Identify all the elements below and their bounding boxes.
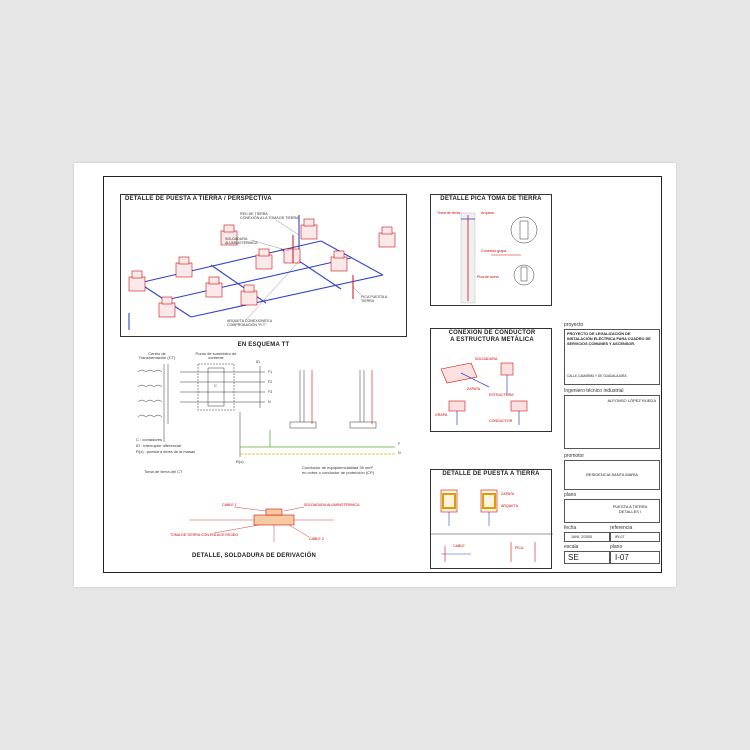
scheme-f-label: F	[398, 442, 401, 446]
perspective-title: DETALLE DE PUESTA A TIERRA / PERSPECTIVA	[125, 196, 272, 202]
pica-label-acero: Pica de acero	[477, 275, 499, 279]
tb-planno-head: plano	[610, 544, 623, 550]
scheme-supply-label: Punto de suministro de corriente	[195, 351, 237, 360]
tb-project-box	[564, 329, 660, 385]
tb-scale: SE	[568, 553, 579, 562]
perspective-label-pica: PICA PUESTA A TIERRA	[361, 295, 388, 303]
tt-scheme-title: EN ESQUEMA TT	[237, 342, 290, 348]
scheme-ct-label: Centro de Transformación (CT)	[138, 351, 176, 360]
weld-title: DETALLE, SOLDADURA DE DERIVACIÓN	[192, 553, 316, 559]
weld-label-cable1: CABLE 1	[222, 503, 237, 507]
sheet-frame	[103, 176, 662, 573]
title-block	[564, 322, 662, 574]
scheme-neutral: N	[268, 400, 271, 404]
tb-promoter-box	[564, 460, 660, 490]
scheme-ct-earth: Toma de tierra del CT	[144, 469, 183, 474]
perspective-label-red-tierra: RED DE TIERRA	[240, 212, 268, 216]
ground-label-arqueta: ARQUETA	[501, 504, 519, 508]
ground-title: DETALLE DE PUESTA A TIERRA	[442, 471, 540, 477]
tb-scale-head: escala	[564, 544, 579, 550]
scheme-legend-rpl: R(x) : puesta a tierra de la masas	[136, 449, 196, 454]
tb-ref-box	[610, 532, 660, 542]
tb-scale-box	[564, 551, 610, 564]
scheme-legend-c: C : contadores	[136, 437, 163, 442]
scheme-n-label: N	[398, 451, 401, 455]
weld-label-soldadura: SOLDADURA ALUMINOTÉRMICA	[304, 503, 360, 507]
pica-label-arqueta: Arqueta	[481, 211, 494, 215]
tb-engineer: ALFONSO LÓPEZ RUEDA	[607, 398, 656, 403]
scheme-phase-l2: F2	[268, 380, 273, 384]
tb-promoter: RESIDENCIA SANTA MARÍA	[586, 472, 638, 477]
tt-scheme-panel	[120, 342, 407, 502]
structure-label-soldadura: SOLDADURA	[475, 357, 498, 361]
perspective-label-arqueta: ARQUETA CONEXIONES A COMPROBACIÓN "R.T."	[227, 319, 272, 327]
scheme-legend-id: ID : interruptor diferencial	[136, 443, 181, 448]
tb-ref: IPL07	[615, 535, 625, 539]
tb-plan: PUESTA A TIERRA DETALLES I	[612, 504, 648, 514]
tb-planno-box	[610, 551, 660, 564]
ground-drawing	[431, 470, 553, 570]
pica-label-toma: Toma de tierra	[437, 211, 460, 215]
scheme-phase-l3: F3	[268, 390, 273, 394]
scheme-c-label: C	[214, 383, 217, 388]
weld-panel	[134, 487, 374, 569]
structure-label-estructura: ESTRUCTURA	[489, 393, 514, 397]
scheme-id-label: ID	[256, 359, 260, 364]
pica-title: DETALLE PICA TOMA DE TIERRA	[440, 196, 542, 202]
ground-label-cable: CABLE	[453, 544, 465, 548]
structure-panel	[430, 328, 552, 432]
tb-address: CALLE CAMARMA Y DE GUADALAJARA	[567, 374, 627, 378]
tb-project-head: proyecto	[564, 322, 584, 328]
structure-label-grapa: GRAPA	[435, 413, 448, 417]
perspective-label-conexion: CONEXIÓN A LA TOMA DE TIERRA	[240, 216, 299, 220]
tb-engineer-box	[564, 395, 660, 449]
structure-title: CONEXIÓN DE CONDUCTOR A ESTRUCTURA METÁLICA	[448, 330, 536, 343]
tb-plan-head: plano	[564, 492, 577, 498]
pica-panel	[430, 194, 552, 306]
perspective-panel	[120, 194, 407, 337]
tb-ref-head: referencia	[610, 525, 633, 531]
scheme-conductor-1: Conductor de equipotencialidad 35 mm²	[302, 465, 373, 470]
scheme-rpl: R(x)	[236, 459, 244, 464]
tb-date-box	[564, 532, 610, 542]
tt-scheme-drawing	[120, 342, 407, 502]
tb-planno: I-07	[615, 553, 629, 562]
tb-date: JUNI. 2/2005	[571, 535, 592, 539]
ground-label-pica: PICA	[515, 546, 524, 550]
structure-label-zapata: ZAPATA	[467, 387, 481, 391]
drawing-sheet	[74, 163, 676, 587]
ground-panel	[430, 469, 552, 569]
structure-label-conductor: CONDUCTOR	[489, 419, 513, 423]
scheme-conductor-2: en cobre o conductor de protección (CP)	[302, 470, 375, 475]
weld-label-cable2: CABLE 2	[309, 537, 324, 541]
scheme-phase-l1: F1	[268, 370, 273, 374]
tb-engineer-head: Ingeniero técnico industrial	[564, 388, 624, 394]
tb-plan-box	[564, 499, 660, 523]
pica-label-grapa: Conexión grapa	[481, 249, 507, 253]
tb-project: PROYECTO DE LEGALIZACIÓN DE INSTALACIÓN ELÉCTRICA PARA CUADRO DE SERVICIOS COMUNES Y ASCENSOR.	[567, 332, 651, 346]
structure-drawing	[431, 329, 553, 433]
tb-promoter-head: promotor	[564, 453, 585, 459]
ground-label-zapata: ZAPATA	[501, 492, 515, 496]
tb-date-head: fecha	[564, 525, 577, 531]
perspective-label-soldadura: SOLDADURA ALUMINOTÉRMICA	[225, 237, 258, 245]
weld-label-toma: TOMA DE TIERRA CON ENLACE RÍGIDO	[170, 533, 239, 537]
